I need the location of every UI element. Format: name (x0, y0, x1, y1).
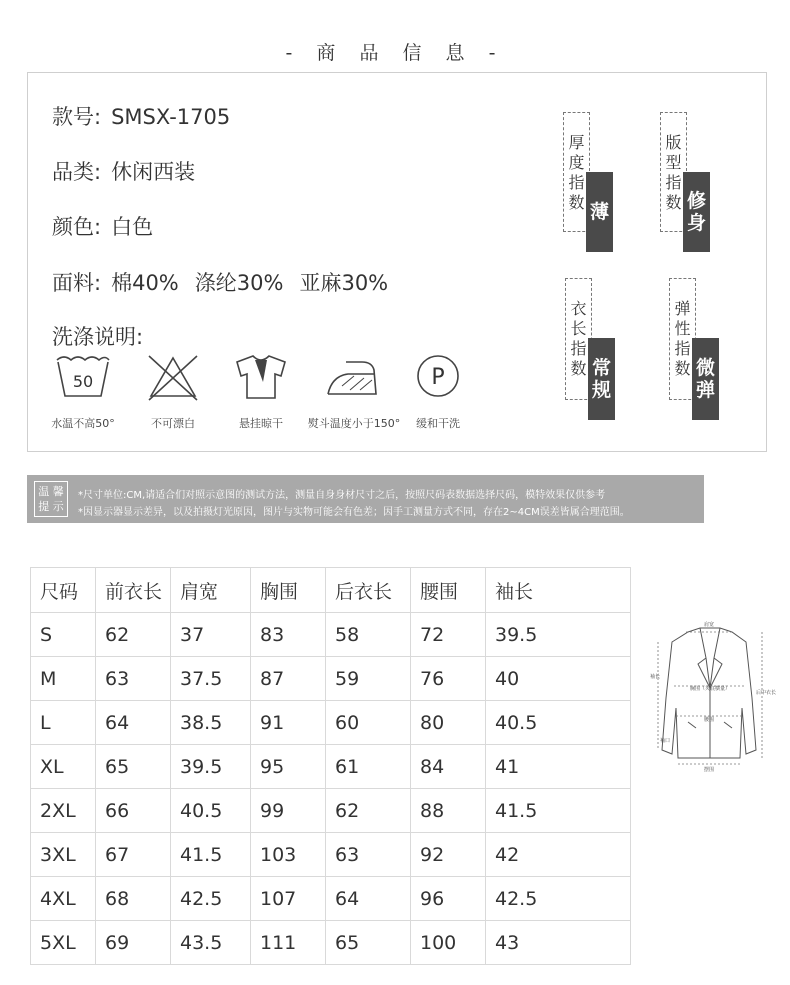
measurement-cell: 64 (96, 701, 171, 745)
table-row (31, 657, 631, 701)
table-row (31, 701, 631, 745)
measurement-cell: 103 (251, 833, 326, 877)
measurement-cell: 69 (96, 921, 171, 965)
table-row (31, 921, 631, 965)
diagram-cuff-label: 袖口 (660, 738, 671, 744)
size-cell: 5XL (31, 921, 96, 965)
measurement-cell: 72 (411, 613, 486, 657)
measurement-cell: 99 (251, 789, 326, 833)
measurement-cell: 37.5 (171, 657, 251, 701)
notice-badge: 温 馨 提 示 (34, 481, 68, 517)
measurement-cell: 43 (486, 921, 631, 965)
size-cell: XL (31, 745, 96, 789)
dry-clean-letter: P (431, 365, 445, 390)
measurement-cell: 62 (326, 789, 411, 833)
washing-title: 洗涤说明: (52, 325, 144, 349)
measurement-cell: 41.5 (171, 833, 251, 877)
measurement-cell: 42.5 (171, 877, 251, 921)
thickness-index-value: 薄 (586, 172, 613, 252)
measurement-cell: 65 (96, 745, 171, 789)
diagram-shoulder-label: 肩宽 (704, 622, 715, 628)
measurement-cell: 95 (251, 745, 326, 789)
measurement-cell: 80 (411, 701, 486, 745)
measurement-cell: 41.5 (486, 789, 631, 833)
blazer-diagram-icon (648, 618, 777, 778)
measurement-cell: 63 (326, 833, 411, 877)
notice-line: *因显示器显示差异，以及拍摄灯光原因，图片与实物可能会有色差；因手工测量方式不同，存在2~4CM误差皆属合理范围。 (78, 507, 630, 518)
diagram-waist-label: 腰围 (704, 717, 715, 723)
length-index-value: 常 规 (588, 338, 615, 420)
measurement-cell: 66 (96, 789, 171, 833)
wash-caption: 水温不高50° (51, 417, 115, 430)
table-header-cell: 尺码 (31, 568, 96, 613)
size-cell: 4XL (31, 877, 96, 921)
measurement-cell: 67 (96, 833, 171, 877)
measurement-cell: 63 (96, 657, 171, 701)
wash-tub-icon (55, 352, 111, 404)
measurement-cell: 91 (251, 701, 326, 745)
table-row (31, 877, 631, 921)
table-header-cell: 肩宽 (171, 568, 251, 613)
measurement-cell: 40.5 (486, 701, 631, 745)
table-header-cell: 前衣长 (96, 568, 171, 613)
wash-caption: 熨斗温度小于150° (307, 417, 401, 430)
hang-dry-icon (233, 352, 289, 404)
table-header-cell: 腰围 (411, 568, 486, 613)
size-cell: M (31, 657, 96, 701)
measurement-cell: 39.5 (171, 745, 251, 789)
notice-line: *尺寸单位:CM,请适合们对照示意图的测试方法，测量自身身材尺寸之后，按照尺码表数据选择尺码，模特效果仅供参考 (78, 490, 606, 501)
table-header-row (31, 568, 631, 613)
measurement-cell: 76 (411, 657, 486, 701)
table-row (31, 833, 631, 877)
measurement-cell: 88 (411, 789, 486, 833)
wash-caption: 缓和干洗 (416, 417, 460, 430)
table-row (31, 613, 631, 657)
fabric-label: 面料: (52, 271, 102, 295)
measurement-cell: 59 (326, 657, 411, 701)
measurement-cell: 38.5 (171, 701, 251, 745)
measurement-cell: 40 (486, 657, 631, 701)
wash-caption: 不可漂白 (151, 417, 195, 430)
elasticity-index-label: 弹 性 指 数 (669, 278, 696, 400)
wash-tub-number: 50 (72, 372, 94, 391)
fabric-item: 棉40% (111, 271, 179, 295)
measurement-cell: 92 (411, 833, 486, 877)
thickness-index-label: 厚 度 指 数 (563, 112, 590, 232)
measurement-cell: 96 (411, 877, 486, 921)
measurement-cell: 84 (411, 745, 486, 789)
dry-clean-icon (410, 352, 466, 404)
measurement-cell: 42.5 (486, 877, 631, 921)
fit-index-label: 版 型 指 数 (660, 112, 687, 232)
table-row (31, 789, 631, 833)
size-cell: L (31, 701, 96, 745)
wash-caption: 悬挂晾干 (239, 417, 283, 430)
measurement-cell: 58 (326, 613, 411, 657)
iron-icon (324, 352, 380, 404)
measurement-cell: 64 (326, 877, 411, 921)
length-index-label: 衣 长 指 数 (565, 278, 592, 400)
measurement-cell: 100 (411, 921, 486, 965)
fabric-item: 涤纶30% (194, 271, 284, 295)
category-label: 品类: (52, 160, 102, 184)
measurement-cell: 111 (251, 921, 326, 965)
measurement-cell: 43.5 (171, 921, 251, 965)
size-cell: S (31, 613, 96, 657)
model-label: 款号: (52, 105, 102, 129)
diagram-hem-label: 摆围 (704, 767, 715, 773)
category-line (52, 156, 195, 186)
fabric-line (52, 267, 404, 297)
color-label: 颜色: (52, 215, 102, 239)
table-row (31, 745, 631, 789)
table-header-cell: 后衣长 (326, 568, 411, 613)
fabric-item: 亚麻30% (299, 271, 389, 295)
measurement-cell: 41 (486, 745, 631, 789)
measurement-cell: 60 (326, 701, 411, 745)
measurement-cell: 40.5 (171, 789, 251, 833)
fit-index-value: 修 身 (683, 172, 710, 252)
diagram-sleeve-label: 袖长 (650, 674, 661, 680)
size-cell: 2XL (31, 789, 96, 833)
model-line (52, 101, 230, 131)
measurement-cell: 65 (326, 921, 411, 965)
measurement-cell: 62 (96, 613, 171, 657)
page-title: - 商 品 信 息 - (285, 42, 505, 64)
measurement-cell: 42 (486, 833, 631, 877)
table-header-cell: 袖长 (486, 568, 631, 613)
measurement-cell: 87 (251, 657, 326, 701)
diagram-back-length-label: 后中衣长 (756, 690, 777, 696)
color-value: 白色 (111, 215, 154, 239)
measurement-cell: 107 (251, 877, 326, 921)
model-value: SMSX-1705 (111, 105, 231, 129)
measurement-cell: 39.5 (486, 613, 631, 657)
measurement-cell: 61 (326, 745, 411, 789)
category-value: 休闲西装 (111, 160, 196, 184)
measurement-cell: 37 (171, 613, 251, 657)
measurement-cell: 68 (96, 877, 171, 921)
elasticity-index-value: 微 弹 (692, 338, 719, 420)
size-table (30, 567, 631, 965)
table-header-cell: 胸围 (251, 568, 326, 613)
no-bleach-icon (145, 352, 201, 404)
diagram-chest-label: 胸围（夹底横量） (690, 686, 731, 692)
color-line (52, 211, 153, 241)
measurement-cell: 83 (251, 613, 326, 657)
measurement-diagram (648, 618, 777, 782)
size-cell: 3XL (31, 833, 96, 877)
